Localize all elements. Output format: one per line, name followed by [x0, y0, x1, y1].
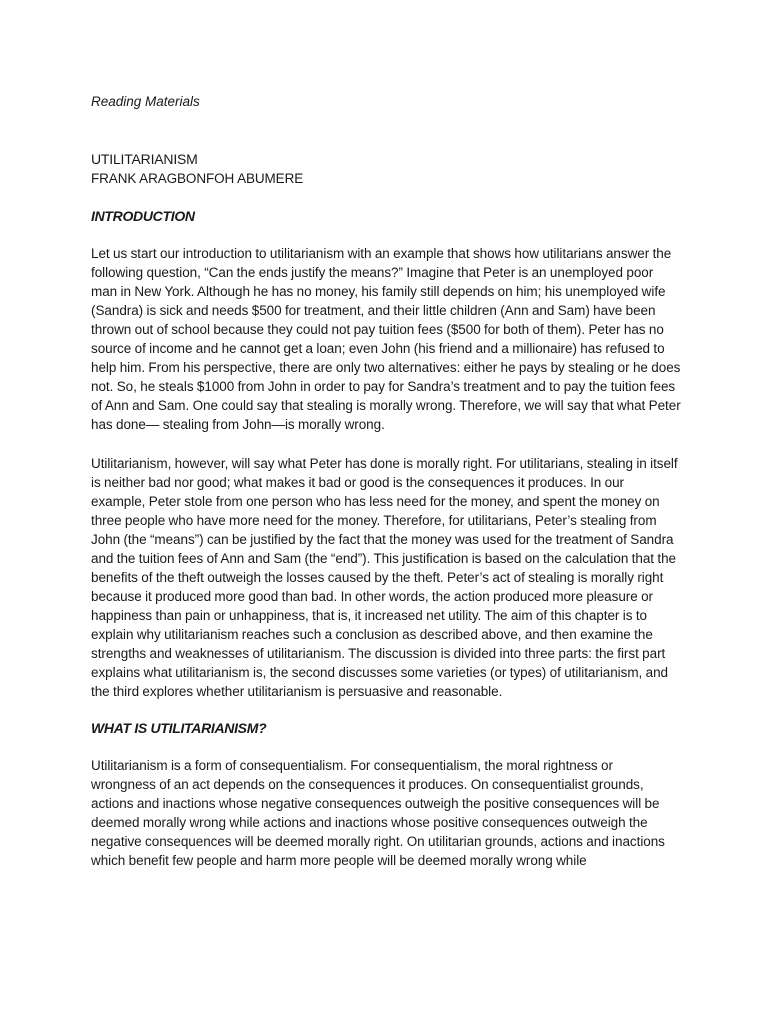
paragraph: Utilitarianism is a form of consequentialism. For consequentialism, the moral rightness or wrongness of an act depends on the consequences it produces. On consequentialist grounds, actions and inactions whose negative consequences outweigh the positive consequences will be deemed morally wrong while actions and inactions whose positive consequences outweigh the negative consequences will be deemed morally right. On utilitarian grounds, actions and inactions which benefit few people and harm more people will be deemed morally wrong while — [91, 758, 665, 868]
paragraph: Let us start our introduction to utilitarianism with an example that shows how utilitarians answer the following question, “Can the ends justify the means?” Imagine that Peter is an unemployed poor man in New York. Although he has no money, his family still depends on him; his unemployed wife (Sandra) is sick and needs $500 for treatment, and their little children (Ann and Sam) have been thrown out of school because they could not pay tuition fees ($500 for both of them). Peter has no source of income and he cannot get a loan; even John (his friend and a millionaire) has refused to help him. From his perspective, there are only two alternatives: either he pays by stealing or he does not. So, he steals $1000 from John in order to pay for Sandra’s treatment and to pay the tuition fees of Ann and Sam. One could say that stealing is morally wrong. Therefore, we will say that what Peter has done— stealing from John—is morally wrong. — [91, 246, 681, 432]
document-title: UTILITARIANISM — [91, 151, 198, 167]
section-heading-what-is-utilitarianism: WHAT IS UTILITARIANISM? — [91, 720, 267, 736]
paragraph: Utilitarianism, however, will say what Peter has done is morally right. For utilitarians, stealing in itself is neither bad nor good; what makes it bad or good is the consequences it produces. In our example, Peter stole from one person who has less need for the money, and spent the money on three people who have more need for the money. Therefore, for utilitarians, Peter’s stealing from John (the “means”) can be justified by the fact that the money was used for the treatment of Sandra and the tuition fees of Ann and Sam (the “end”). This justification is based on the calculation that the benefits of the theft outweigh the losses caused by the theft. Peter’s act of stealing is morally right because it produced more good than bad. In other words, the action produced more pleasure or happiness than pain or unhappiness, that is, it increased net utility. The aim of this chapter is to explain why utilitarianism reaches such a conclusion as described above, and then examine the strengths and weaknesses of utilitarianism. The discussion is divided into three parts: the first part explains what utilitarianism is, the second discusses some varieties (or types) of utilitarianism, and the third explores whether utilitarianism is persuasive and reasonable. — [91, 456, 678, 699]
document-body — [91, 92, 681, 870]
header-label: Reading Materials — [91, 94, 200, 109]
section-heading-introduction: INTRODUCTION — [91, 208, 195, 224]
document-author: FRANK ARAGBONFOH ABUMERE — [91, 171, 304, 186]
